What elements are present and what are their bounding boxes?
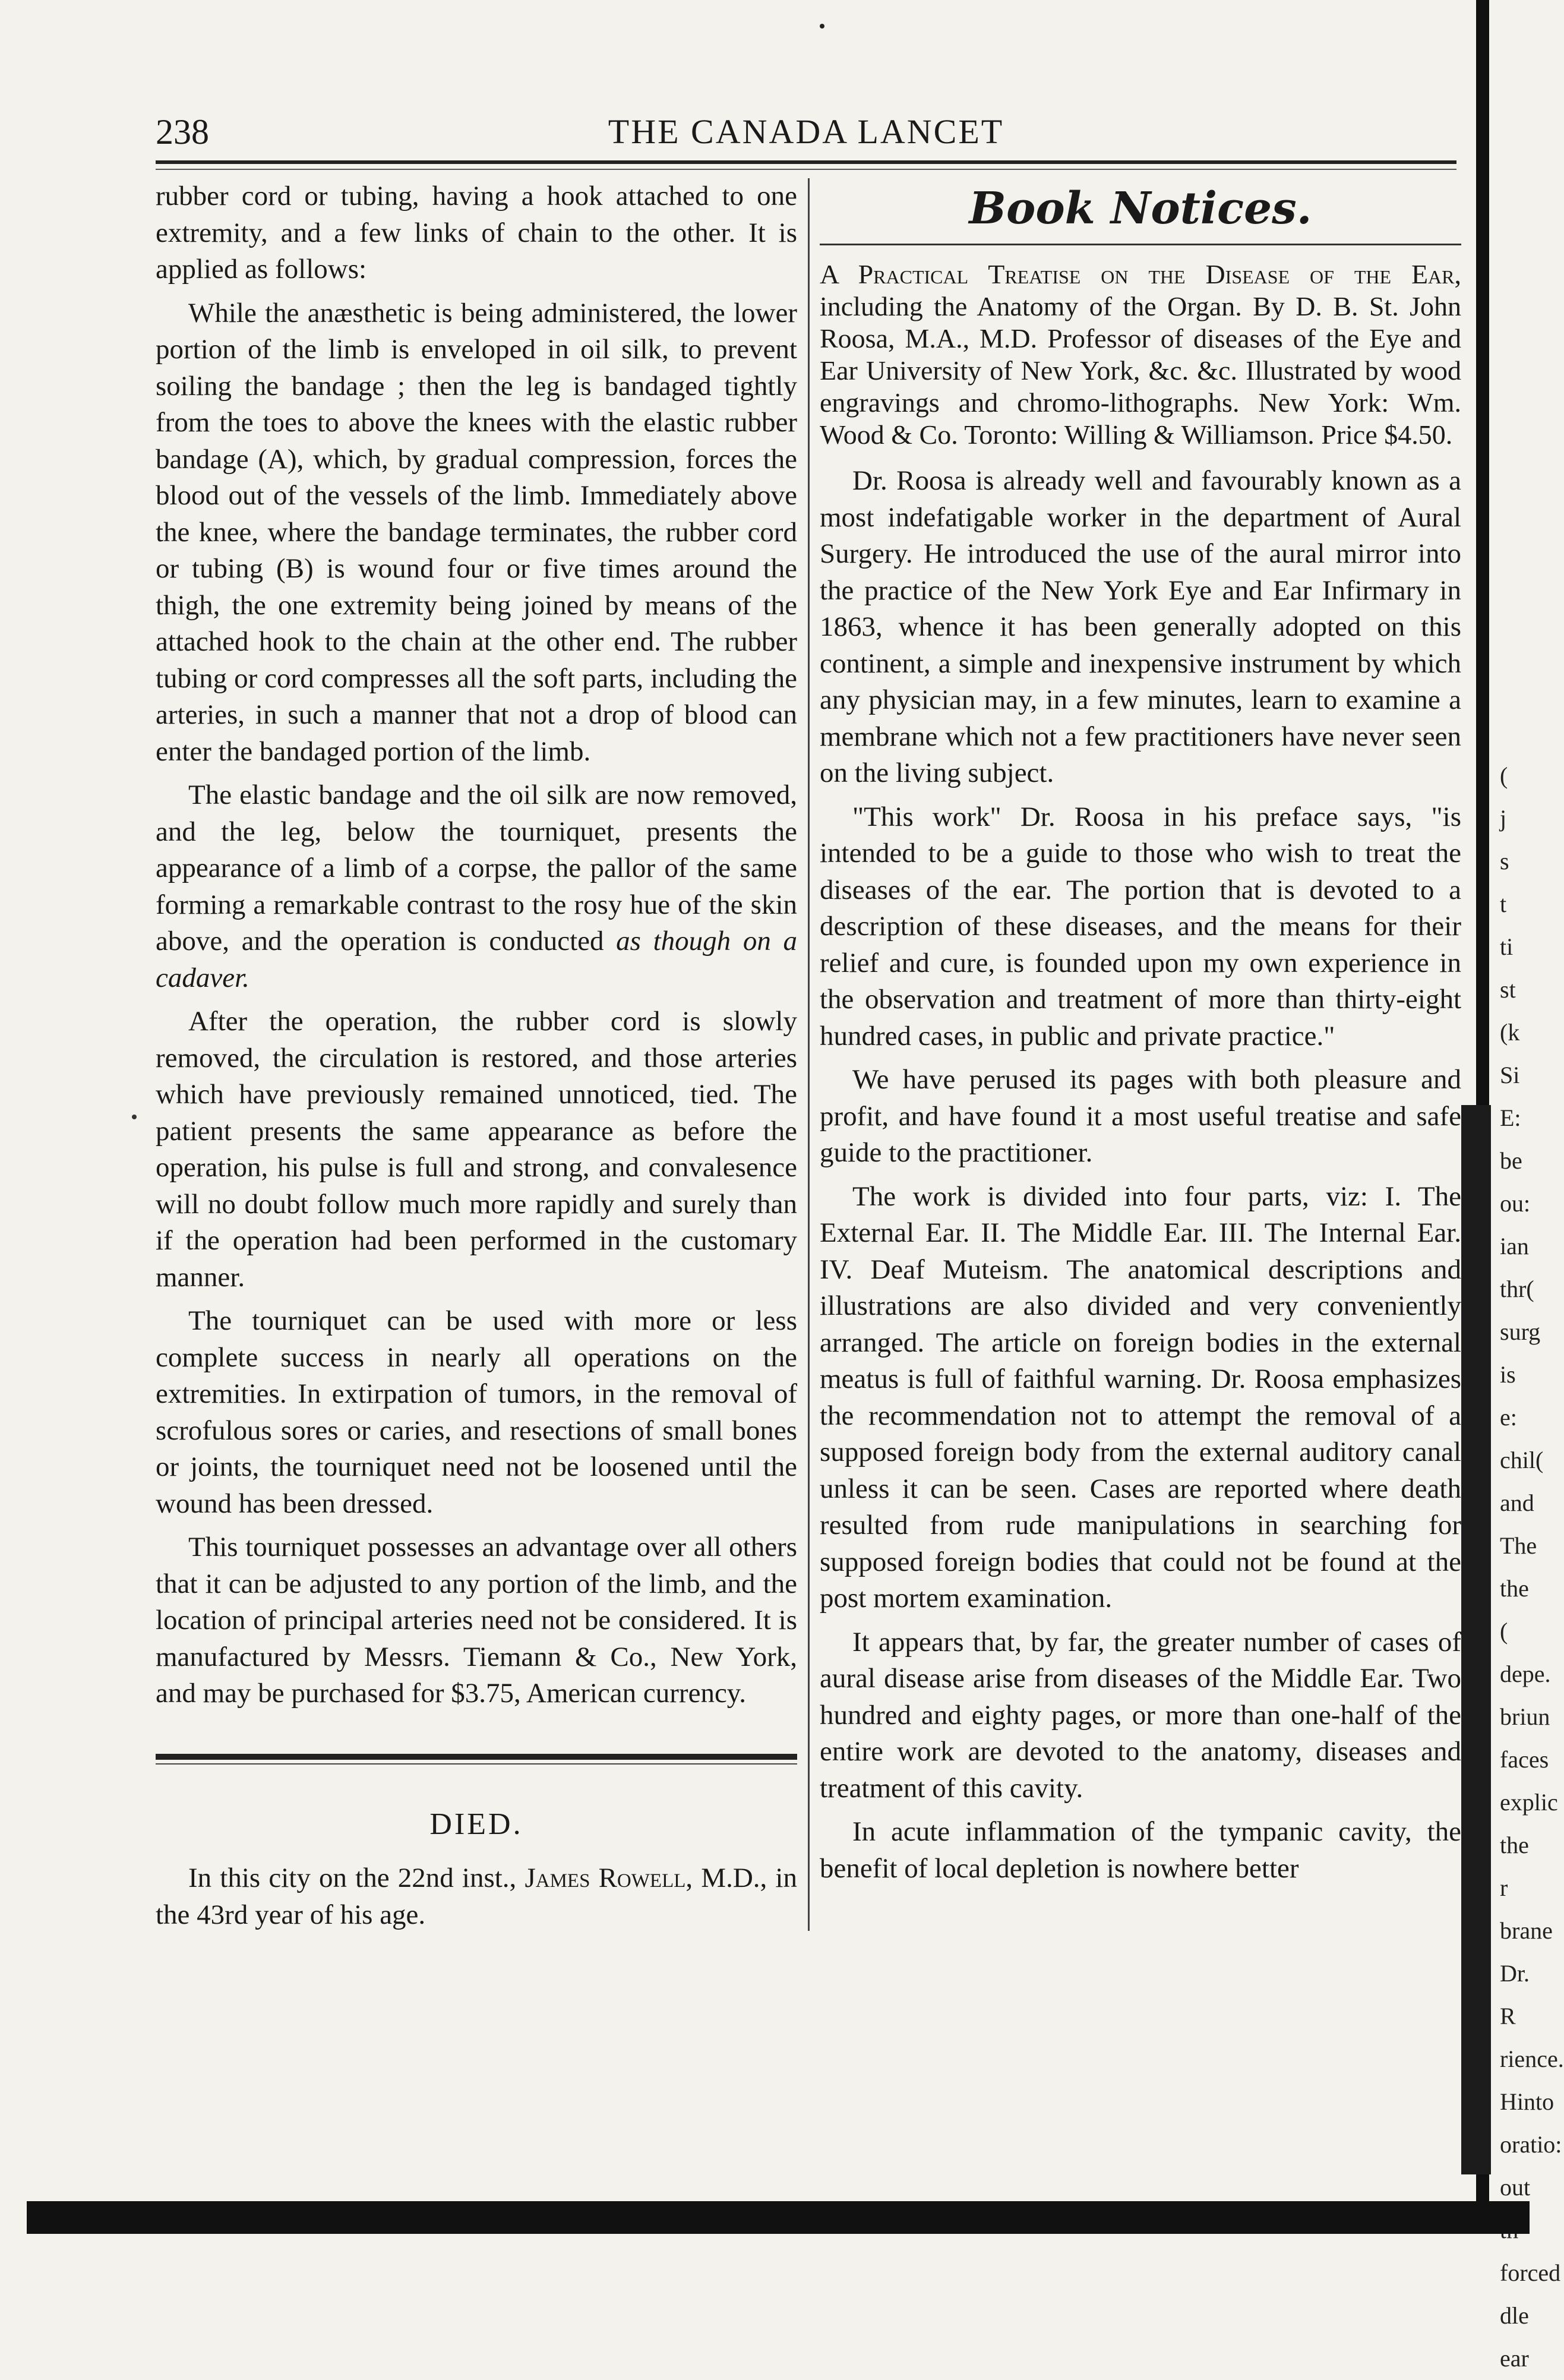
fragment-text: thr( (1500, 1276, 1534, 1302)
fragment-text: E: (1500, 1104, 1521, 1131)
fragment-text: st (1500, 976, 1516, 1003)
obituary-text: In this city on the 22nd inst., (188, 1863, 517, 1893)
fragment-text: The (1500, 1532, 1537, 1559)
obituary-text-end: M.D., in the 43rd year of his age. (156, 1863, 797, 1930)
book-details: including the Anatomy of the Organ. By D. B. St. John Roosa, M.A., M.D. Professor of diseases of the Eye and Ear University of New York, &c. &c. Illustrated by wood engravings and chromo-lithographs. New York: Wm. Wood & Co. Toronto: Willing & Williamson. Price $4.50. (820, 291, 1461, 450)
page-number: 238 (156, 112, 209, 151)
paragraph: The tourniquet can be used with more or less complete success in nearly all operations on the extremities. In extirpation of tumors, in the removal of scrofulous sores or caries, and resections of small bones or joints, the tourniquet need not be loosened until the wound has been dressed. (156, 1305, 797, 1519)
paragraph: rubber cord or tubing, having a hook attached to one extremity, and a few links of chain to the other. It is applied as follows: (156, 181, 797, 285)
section-title: Book Notices. (969, 183, 1312, 234)
adjacent-page-fragments (1500, 755, 1564, 2380)
paragraph: The work is divided into four parts, viz: I. The External Ear. II. The Middle Ear. III. The Internal Ear. IV. Deaf Muteism. The anatomical descriptions and illustrations are also divided and very conveniently arranged. The article on foreign bodies in the external meatus is full of faithful warning. Dr. Roosa emphasizes the recommendation not to attempt the removal of a supposed foreign body from the external auditory canal unless it can be seen. Cases are reported where death resulted from rude manipulations in searching for supposed foreign bodies that could not be found at the post mortem examination. (820, 1180, 1461, 1614)
page-edge-shadow-lower (1461, 1105, 1491, 2174)
bottom-edge-bar (27, 2201, 1530, 2234)
fragment-text: ( (1500, 762, 1508, 789)
paragraph: Dr. Roosa is already well and favourably known as a most indefatigable worker in the department of Aural Surgery. He introduced the use of the aural mirror into the practice of the New York Eye and Ear Infirmary in 1863, whence it has been generally adopted on this continent, a simple and inexpensive instrument by which any physician may, in a few minutes, learn to examine a membrane which not a few practitioners have never seen on the living subject. (820, 465, 1461, 788)
fragment-text: chil( (1500, 1447, 1544, 1473)
section-rule-thin (156, 1763, 797, 1765)
fragment-text: ou: (1500, 1190, 1531, 1217)
paragraph: While the anæsthetic is being administered, the lower portion of the limb is enveloped in oil silk, to prevent soiling the bandage ; then the leg is bandaged tightly from the toes to above the knees with the elastic rubber bandage (A), which, by gradual compression, forces the blood out of the vessels of the limb. Immediately above the knee, where the bandage terminates, the rubber cord or tubing (B) is wound four or five times around the thigh, the one extremity being joined by means of the attached hook to the chain at the other end. The rubber tubing or cord compresses all the soft parts, including the arteries, in such a manner that not a drop of blood can enter the bandaged portion of the limb. (156, 297, 797, 767)
obituary (156, 1860, 797, 1933)
paragraph: In acute inflammation of the tympanic cavity, the benefit of local depletion is nowhere better (820, 1816, 1461, 1884)
book-citation (820, 258, 1461, 451)
fragment-text: Dr. R (1500, 1960, 1530, 2029)
header-rule-thin (156, 169, 1456, 170)
margin-mark (132, 1115, 137, 1119)
fragment-text: briun (1500, 1703, 1550, 1730)
fragment-text: t (1500, 891, 1507, 917)
column-divider (808, 178, 810, 1931)
left-column (156, 178, 797, 1940)
fragment-text: Si (1500, 1062, 1520, 1088)
fragment-text: and (1500, 1489, 1534, 1516)
italic-phrase: as though on a cadaver. (156, 926, 797, 993)
running-header (156, 101, 1456, 154)
fragment-text: oratio: (1500, 2131, 1562, 2158)
fragment-text: the ( (1500, 1575, 1529, 1644)
fragment-text: depe. (1500, 1661, 1551, 1687)
fragment-text: ian (1500, 1233, 1529, 1260)
running-title: THE CANADA LANCET (608, 112, 1004, 151)
paragraph: It appears that, by far, the greater number of cases of aural disease arise from diseases of the Middle Ear. Two hundred and eighty pages, or more than one-half of the entire work are devoted to the anatomy, diseases and treatment of this cavity. (820, 1626, 1461, 1804)
paragraph-text: The elastic bandage and the oil silk are now removed, and the leg, below the tourniquet, presents the appearance of a limb of a corpse, the pallor of the same forming a remarkable contrast to the rosy hue of the skin above, and the operation is conducted (156, 779, 797, 957)
obituary-name: James Rowell, (525, 1863, 693, 1893)
fragment-text: out (1500, 2174, 1531, 2201)
paragraph (156, 777, 797, 996)
fragment-text: the r (1500, 1832, 1529, 1901)
fragment-text: ti (1500, 933, 1514, 960)
header-rule (156, 160, 1456, 164)
fragment-text: be (1500, 1147, 1522, 1174)
fragment-text: Hinto (1500, 2088, 1554, 2115)
paragraph: We have perused its pages with both pleasure and profit, and have found it a most useful treatise and safe guide to the practitioner. (820, 1064, 1461, 1168)
fragment-text: s (1500, 848, 1509, 875)
paragraph: After the operation, the rubber cord is slowly removed, the circulation is restored, and those arteries which have previously remained unnoticed, tied. The patient presents the same appearance as before the operation, his pulse is full and strong, and convalesence will no doubt follow much more rapidly and surely than if the operation had been performed in the customary manner. (156, 1006, 797, 1293)
section-title-rule (820, 244, 1461, 245)
fragment-text: j (1500, 805, 1507, 832)
fragment-text: forced (1500, 2259, 1561, 2286)
fragment-text: surg (1500, 1318, 1541, 1345)
section-rule (156, 1754, 797, 1760)
right-column (820, 178, 1461, 1894)
fragment-text: is e: (1500, 1361, 1517, 1431)
fragment-text: explic (1500, 1789, 1558, 1816)
fragment-text: (k (1500, 1019, 1520, 1046)
paragraph: This tourniquet possesses an advantage over all others that it can be adjusted to any portion of the limb, and the location of principal arteries need not be considered. It is manufactured by Messrs. Tiemann & Co., New York, and may be purchased for $3.75, American currency. (156, 1532, 797, 1709)
book-title: A Practical Treatise on the Disease of the Ear, (820, 259, 1461, 289)
paragraph: "This work" Dr. Roosa in his preface says, "is intended to be a guide to those who wish to treat the diseases of the ear. The portion that is devoted to a description of these diseases, and the means for their relief and cure, is founded upon my own experience in the observation and treatment of more than thirty-eight hundred cases, in public and private practice." (820, 801, 1461, 1052)
died-heading: DIED. (429, 1807, 523, 1841)
fragment-text: rience. (1500, 2046, 1564, 2072)
fragment-text: brane (1500, 1917, 1553, 1944)
fragment-text: faces (1500, 1746, 1549, 1773)
printer-dot (820, 24, 824, 29)
fragment-text: dle ear (1500, 2302, 1529, 2372)
